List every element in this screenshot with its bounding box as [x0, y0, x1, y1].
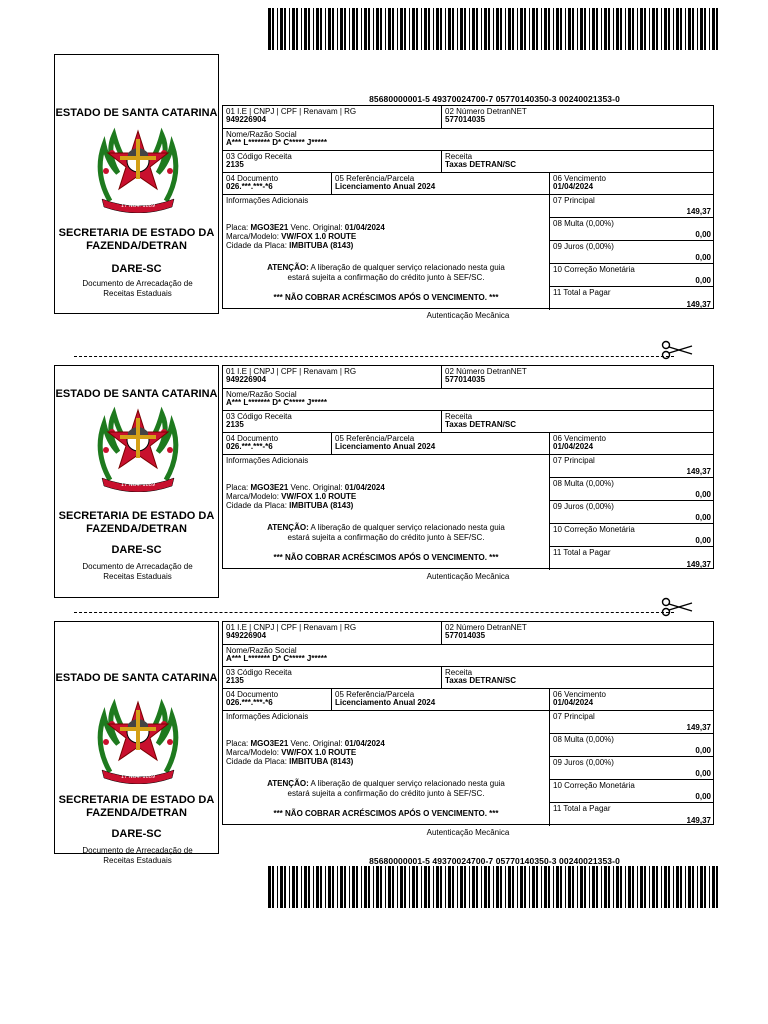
placa-line [226, 483, 385, 492]
barcode-number-top: 85680000001-5 49370024700-7 05770140350-3 00240021353-0 [369, 94, 620, 104]
cell-vencimento [549, 433, 713, 454]
atencao-text1: A liberação de qualquer serviço relacionado nesta guia [308, 263, 505, 272]
referencia-label: 05 Referência/Parcela [335, 690, 415, 699]
principal-value: 149,37 [686, 467, 711, 476]
vencimento-label: 06 Vencimento [553, 690, 606, 699]
cell-receita [441, 411, 713, 432]
codigo-label: 03 Código Receita [226, 412, 292, 421]
receita-label: Receita [445, 412, 473, 421]
dare-title: DARE-SC [111, 263, 162, 275]
cidade-label: Cidade da Placa: [226, 241, 290, 250]
juros-label: 09 Juros (0,00%) [553, 758, 614, 767]
atencao-notice [223, 523, 549, 543]
svg-text:17 NOV. 1889: 17 NOV. 1889 [120, 482, 156, 488]
row-documento [223, 688, 713, 710]
marca-label: Marca/Modelo: [226, 748, 282, 757]
placa-line [226, 223, 385, 232]
marca-line [226, 492, 356, 501]
cell-receita [441, 151, 713, 172]
money-multa [549, 734, 713, 757]
autenticacao-mecanica: Autenticação Mecânica [426, 828, 510, 837]
info-adicionais [223, 711, 550, 826]
nao-cobrar-notice [223, 809, 549, 819]
issuer-box [54, 621, 219, 865]
document-description [65, 846, 210, 866]
marca-label: Marca/Modelo: [226, 232, 282, 241]
detran-value: 577014035 [445, 631, 486, 640]
money-total [549, 547, 713, 570]
codigo-value: 2135 [226, 676, 244, 685]
receita-label: Receita [445, 152, 473, 161]
money-juros [549, 757, 713, 780]
cell-documento [223, 689, 331, 710]
doc-line2: Receitas Estaduais [103, 289, 172, 298]
vencimento-label: 06 Vencimento [553, 434, 606, 443]
autenticacao-mecanica: Autenticação Mecânica [426, 311, 510, 320]
row-documento [223, 172, 713, 194]
receita-label: Receita [445, 668, 473, 677]
cell-codigo [223, 411, 441, 432]
placa-value: MGO3E21 [250, 483, 289, 492]
dare-section-1 [0, 54, 768, 320]
money-principal [549, 195, 713, 218]
codigo-label: 03 Código Receita [226, 152, 292, 161]
correcao-label: 10 Correção Monetária [553, 781, 635, 790]
cell-nome [223, 129, 713, 150]
placa-value: MGO3E21 [250, 739, 289, 748]
juros-label: 09 Juros (0,00%) [553, 242, 614, 251]
money-column [549, 455, 713, 570]
row-ids [223, 622, 713, 644]
cell-nome [223, 389, 713, 410]
venc-original-value: 01/04/2024 [344, 223, 385, 232]
dare-section-3 [0, 621, 768, 881]
nao-cobrar-text: *** NÃO COBRAR ACRÉSCIMOS APÓS O VENCIMENTO. *** [273, 293, 499, 302]
detran-value: 577014035 [445, 375, 486, 384]
nome-label: Nome/Razão Social [226, 130, 297, 139]
vencimento-value: 01/04/2024 [553, 182, 594, 191]
correcao-value: 0,00 [695, 792, 711, 801]
cidade-value: IMBITUBA (8143) [289, 757, 354, 766]
dare-form [222, 621, 714, 825]
total-value: 149,37 [686, 816, 711, 825]
documento-value: 026.***.***-*6 [226, 182, 273, 191]
referencia-label: 05 Referência/Parcela [335, 174, 415, 183]
marca-label: Marca/Modelo: [226, 492, 282, 501]
documento-label: 04 Documento [226, 174, 279, 183]
secretaria-line1: SECRETARIA DE ESTADO DA [58, 227, 215, 239]
atencao-text1: A liberação de qualquer serviço relacionado nesta guia [308, 779, 505, 788]
cell-referencia [331, 173, 549, 194]
cidade-line [226, 757, 353, 766]
secretaria-title [55, 227, 218, 253]
referencia-value: Licenciamento Anual 2024 [335, 442, 436, 451]
ie-label: 01 I.E | CNPJ | CPF | Renavam | RG [226, 107, 357, 116]
nome-label: Nome/Razão Social [226, 646, 297, 655]
nao-cobrar-text: *** NÃO COBRAR ACRÉSCIMOS APÓS O VENCIMENTO. *** [273, 809, 499, 818]
atencao-text2: estará sujeita a confirmação do crédito junto à SEF/SC. [287, 789, 485, 798]
barcode-bottom [268, 866, 718, 908]
documento-label: 04 Documento [226, 690, 279, 699]
cell-documento [223, 433, 331, 454]
cut-line-1 [74, 356, 674, 357]
document-description [65, 279, 210, 299]
documento-value: 026.***.***-*6 [226, 442, 273, 451]
placa-label: Placa: [226, 223, 251, 232]
autenticacao-mecanica: Autenticação Mecânica [426, 572, 510, 581]
row-nome [223, 644, 713, 666]
nao-cobrar-text: *** NÃO COBRAR ACRÉSCIMOS APÓS O VENCIMENTO. *** [273, 553, 499, 562]
cidade-line [226, 241, 353, 250]
nao-cobrar-notice [223, 553, 549, 563]
money-juros [549, 501, 713, 524]
cidade-line [226, 501, 353, 510]
secretaria-title [55, 510, 218, 536]
atencao-line1 [223, 523, 549, 533]
vencimento-label: 06 Vencimento [553, 174, 606, 183]
cell-nome [223, 645, 713, 666]
total-label: 11 Total a Pagar [553, 288, 611, 297]
marca-value: VW/FOX 1.0 ROUTE [281, 748, 357, 757]
detran-label: 02 Número DetranNET [445, 623, 527, 632]
cidade-value: IMBITUBA (8143) [289, 501, 354, 510]
ie-label: 01 I.E | CNPJ | CPF | Renavam | RG [226, 623, 357, 632]
issuer-box [54, 54, 219, 314]
marca-line [226, 232, 356, 241]
ie-value: 949226904 [226, 631, 267, 640]
money-total [549, 803, 713, 826]
money-principal [549, 711, 713, 734]
principal-value: 149,37 [686, 723, 711, 732]
documento-value: 026.***.***-*6 [226, 698, 273, 707]
correcao-label: 10 Correção Monetária [553, 265, 635, 274]
principal-value: 149,37 [686, 207, 711, 216]
atencao-line1 [223, 779, 549, 789]
atencao-notice [223, 263, 549, 283]
row-documento [223, 432, 713, 454]
money-principal [549, 455, 713, 478]
ie-value: 949226904 [226, 115, 267, 124]
row-nome [223, 388, 713, 410]
nao-cobrar-notice [223, 293, 549, 303]
venc-original-value: 01/04/2024 [344, 483, 385, 492]
dare-title: DARE-SC [111, 544, 162, 556]
money-correcao [549, 264, 713, 287]
doc-line2: Receitas Estaduais [103, 856, 172, 865]
state-coat-of-arms [90, 694, 186, 784]
placa-label: Placa: [226, 483, 251, 492]
multa-label: 08 Multa (0,00%) [553, 735, 614, 744]
referencia-value: Licenciamento Anual 2024 [335, 182, 436, 191]
secretaria-line1: SECRETARIA DE ESTADO DA [58, 794, 215, 806]
multa-value: 0,00 [695, 746, 711, 755]
correcao-value: 0,00 [695, 276, 711, 285]
state-coat-of-arms [90, 123, 186, 213]
secretaria-line2: FAZENDA/DETRAN [86, 240, 187, 252]
multa-value: 0,00 [695, 490, 711, 499]
placa-label: Placa: [226, 739, 251, 748]
row-ids [223, 366, 713, 388]
doc-line1: Documento de Arrecadação de [82, 846, 193, 855]
detran-label: 02 Número DetranNET [445, 367, 527, 376]
cell-referencia [331, 433, 549, 454]
cidade-label: Cidade da Placa: [226, 501, 290, 510]
referencia-value: Licenciamento Anual 2024 [335, 698, 436, 707]
juros-value: 0,00 [695, 513, 711, 522]
secretaria-title [55, 794, 218, 820]
codigo-value: 2135 [226, 160, 244, 169]
correcao-label: 10 Correção Monetária [553, 525, 635, 534]
row-receita [223, 666, 713, 688]
principal-label: 07 Principal [553, 196, 595, 205]
doc-line2: Receitas Estaduais [103, 572, 172, 581]
state-coat-of-arms [90, 402, 186, 492]
total-label: 11 Total a Pagar [553, 804, 611, 813]
atencao-label: ATENÇÃO: [267, 779, 309, 788]
atencao-text2: estará sujeita a confirmação do crédito junto à SEF/SC. [287, 273, 485, 282]
ie-value: 949226904 [226, 375, 267, 384]
receita-value: Taxas DETRAN/SC [445, 420, 516, 429]
cell-ie [223, 106, 441, 128]
doc-line1: Documento de Arrecadação de [82, 562, 193, 571]
cell-detran [441, 622, 713, 644]
cell-receita [441, 667, 713, 688]
scissors-icon [658, 340, 694, 360]
codigo-value: 2135 [226, 420, 244, 429]
atencao-label: ATENÇÃO: [267, 523, 309, 532]
vencimento-value: 01/04/2024 [553, 698, 594, 707]
row-info [223, 710, 713, 825]
cell-referencia [331, 689, 549, 710]
total-value: 149,37 [686, 300, 711, 309]
secretaria-line1: SECRETARIA DE ESTADO DA [58, 510, 215, 522]
juros-value: 0,00 [695, 253, 711, 262]
total-value: 149,37 [686, 560, 711, 569]
cell-vencimento [549, 173, 713, 194]
principal-label: 07 Principal [553, 456, 595, 465]
dare-title: DARE-SC [111, 828, 162, 840]
scissors-icon [658, 597, 694, 617]
barcode-number-bottom: 85680000001-5 49370024700-7 05770140350-3 00240021353-0 [369, 856, 620, 866]
referencia-label: 05 Referência/Parcela [335, 434, 415, 443]
info-label: Informações Adicionais [226, 712, 309, 721]
detran-label: 02 Número DetranNET [445, 107, 527, 116]
money-column [549, 711, 713, 826]
codigo-label: 03 Código Receita [226, 668, 292, 677]
money-correcao [549, 780, 713, 803]
cut-line-2 [74, 612, 674, 613]
receita-value: Taxas DETRAN/SC [445, 160, 516, 169]
atencao-text2: estará sujeita a confirmação do crédito junto à SEF/SC. [287, 533, 485, 542]
total-label: 11 Total a Pagar [553, 548, 611, 557]
info-adicionais [223, 195, 550, 310]
money-multa [549, 218, 713, 241]
row-info [223, 194, 713, 309]
juros-label: 09 Juros (0,00%) [553, 502, 614, 511]
dare-section-2 [0, 365, 768, 625]
placa-value: MGO3E21 [250, 223, 289, 232]
money-juros [549, 241, 713, 264]
dare-form [222, 365, 714, 569]
info-label: Informações Adicionais [226, 456, 309, 465]
placa-line [226, 739, 385, 748]
cell-documento [223, 173, 331, 194]
money-correcao [549, 524, 713, 547]
cell-ie [223, 622, 441, 644]
ie-label: 01 I.E | CNPJ | CPF | Renavam | RG [226, 367, 357, 376]
row-nome [223, 128, 713, 150]
marca-line [226, 748, 356, 757]
atencao-line1 [223, 263, 549, 273]
dare-form [222, 105, 714, 309]
venc-original-label: Venc. Original: [288, 483, 345, 492]
cell-detran [441, 366, 713, 388]
cell-codigo [223, 667, 441, 688]
atencao-label: ATENÇÃO: [267, 263, 309, 272]
correcao-value: 0,00 [695, 536, 711, 545]
principal-label: 07 Principal [553, 712, 595, 721]
documento-label: 04 Documento [226, 434, 279, 443]
barcode-top [268, 8, 718, 50]
row-receita [223, 150, 713, 172]
info-adicionais [223, 455, 550, 570]
doc-line1: Documento de Arrecadação de [82, 279, 193, 288]
atencao-text1: A liberação de qualquer serviço relacionado nesta guia [308, 523, 505, 532]
venc-original-label: Venc. Original: [288, 223, 345, 232]
secretaria-line2: FAZENDA/DETRAN [86, 807, 187, 819]
state-name: ESTADO DE SANTA CATARINA [55, 672, 218, 684]
atencao-notice [223, 779, 549, 799]
multa-label: 08 Multa (0,00%) [553, 219, 614, 228]
svg-text:17 NOV. 1889: 17 NOV. 1889 [120, 774, 156, 780]
row-info [223, 454, 713, 569]
money-total [549, 287, 713, 310]
multa-value: 0,00 [695, 230, 711, 239]
venc-original-value: 01/04/2024 [344, 739, 385, 748]
nome-value: A*** L******* D* C***** J***** [226, 654, 327, 663]
secretaria-line2: FAZENDA/DETRAN [86, 523, 187, 535]
venc-original-label: Venc. Original: [288, 739, 345, 748]
row-ids [223, 106, 713, 128]
issuer-box [54, 365, 219, 598]
nome-value: A*** L******* D* C***** J***** [226, 138, 327, 147]
cell-codigo [223, 151, 441, 172]
row-receita [223, 410, 713, 432]
detran-value: 577014035 [445, 115, 486, 124]
vencimento-value: 01/04/2024 [553, 442, 594, 451]
receita-value: Taxas DETRAN/SC [445, 676, 516, 685]
juros-value: 0,00 [695, 769, 711, 778]
cell-ie [223, 366, 441, 388]
money-multa [549, 478, 713, 501]
nome-value: A*** L******* D* C***** J***** [226, 398, 327, 407]
nome-label: Nome/Razão Social [226, 390, 297, 399]
svg-text:17 NOV. 1889: 17 NOV. 1889 [120, 203, 156, 209]
state-name: ESTADO DE SANTA CATARINA [55, 107, 218, 119]
marca-value: VW/FOX 1.0 ROUTE [281, 232, 357, 241]
cidade-label: Cidade da Placa: [226, 757, 290, 766]
cell-detran [441, 106, 713, 128]
cell-vencimento [549, 689, 713, 710]
document-description [65, 562, 210, 582]
info-label: Informações Adicionais [226, 196, 309, 205]
multa-label: 08 Multa (0,00%) [553, 479, 614, 488]
cidade-value: IMBITUBA (8143) [289, 241, 354, 250]
money-column [549, 195, 713, 310]
marca-value: VW/FOX 1.0 ROUTE [281, 492, 357, 501]
state-name: ESTADO DE SANTA CATARINA [55, 388, 218, 400]
